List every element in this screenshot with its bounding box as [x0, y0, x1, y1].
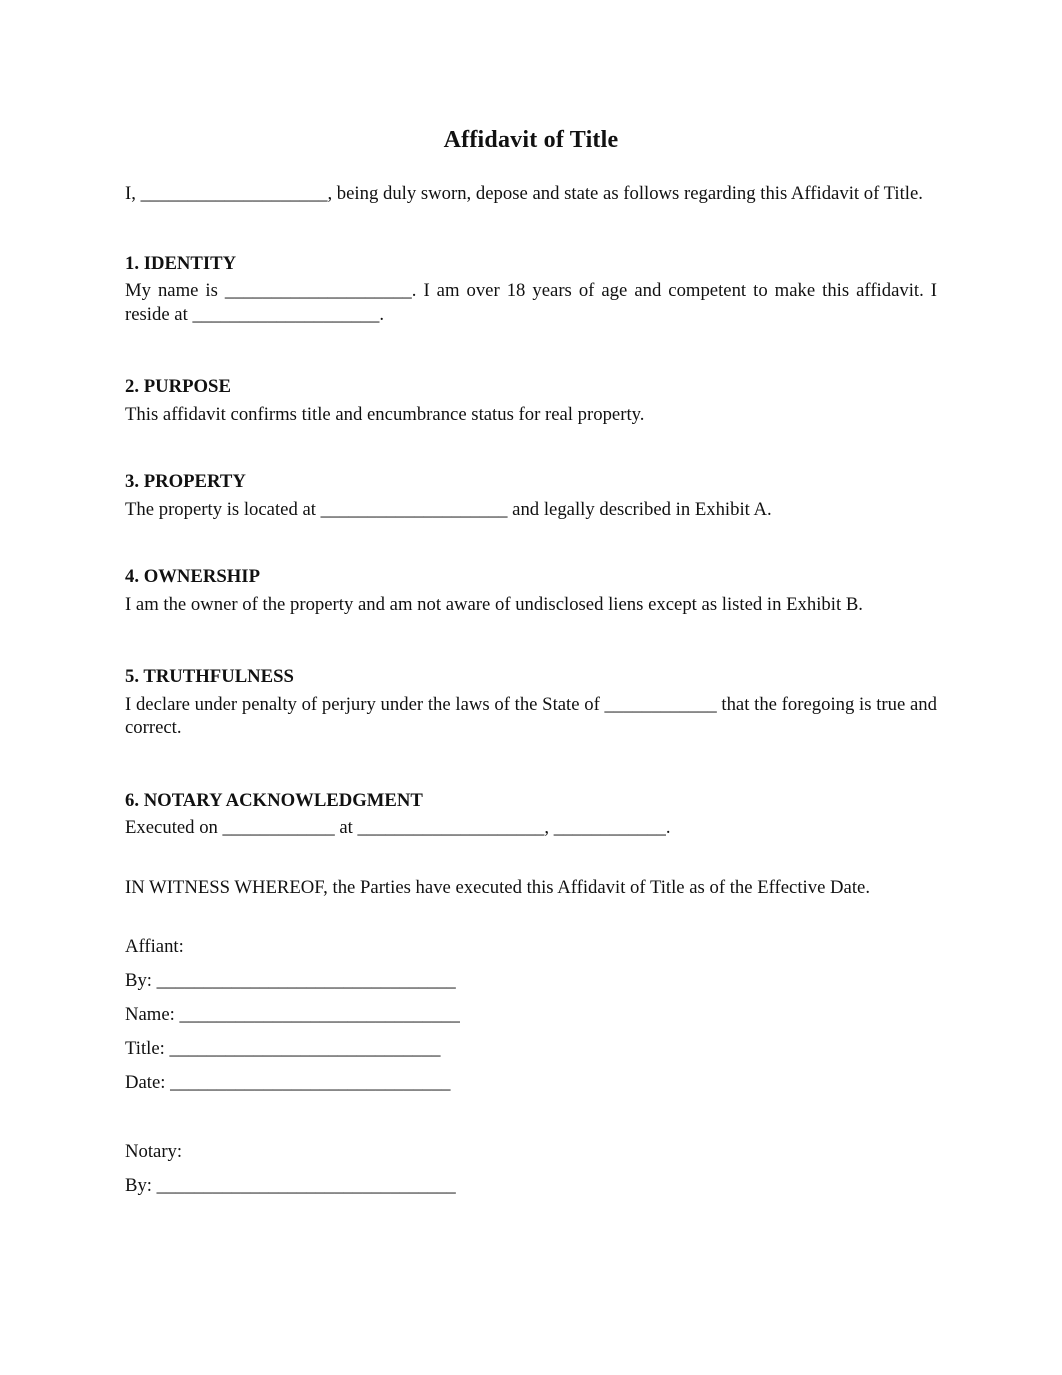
- section-property: [125, 470, 937, 521]
- section-ownership: [125, 565, 937, 616]
- section-identity: [125, 252, 937, 327]
- section-heading: 6. NOTARY ACKNOWLEDGMENT: [125, 789, 423, 811]
- intro-paragraph: I, ____________________, being duly sworn, depose and state as follows regarding this Affidavit of Title.: [125, 183, 923, 204]
- affiant-date-line: Date: ______________________________: [125, 1072, 451, 1093]
- section-purpose: [125, 375, 937, 426]
- section-heading: 4. OWNERSHIP: [125, 566, 260, 587]
- affiant-by-line: By: ________________________________: [125, 970, 456, 991]
- section-heading: 1. IDENTITY: [125, 252, 237, 274]
- section-notary-acknowledgment: [125, 789, 937, 840]
- document-body: [125, 122, 937, 1243]
- section-body: My name is ____________________. I am over 18 years of age and competent to make this affidavit. I reside at ____________________.: [125, 280, 937, 325]
- section-heading: 2. PURPOSE: [125, 376, 231, 397]
- section-body: The property is located at ____________________ and legally described in Exhibit A.: [125, 498, 772, 520]
- notary-label: Notary:: [125, 1141, 183, 1162]
- section-body: I declare under penalty of perjury under the laws of the State of ____________ that the foregoing is true and correct.: [125, 693, 937, 738]
- section-truthfulness: [125, 665, 937, 740]
- affiant-label: Affiant:: [125, 936, 184, 957]
- notary-signature-block: [125, 1140, 937, 1208]
- document-title: Affidavit of Title: [443, 127, 619, 153]
- section-body: Executed on ____________ at ____________________, ____________.: [125, 817, 671, 838]
- section-heading: 3. PROPERTY: [125, 471, 246, 492]
- affiant-name-line: Name: ______________________________: [125, 1004, 460, 1025]
- affiant-signature-block: [125, 935, 937, 1105]
- section-body: This affidavit confirms title and encumbrance status for real property.: [125, 403, 645, 425]
- witness-paragraph: IN WITNESS WHEREOF, the Parties have executed this Affidavit of Title as of the Effective Date.: [125, 876, 870, 898]
- notary-by-line: By: ________________________________: [125, 1175, 456, 1196]
- section-heading: 5. TRUTHFULNESS: [125, 666, 294, 687]
- affiant-title-line: Title: _____________________________: [125, 1038, 441, 1059]
- section-body: I am the owner of the property and am not aware of undisclosed liens except as listed in Exhibit B.: [125, 593, 863, 615]
